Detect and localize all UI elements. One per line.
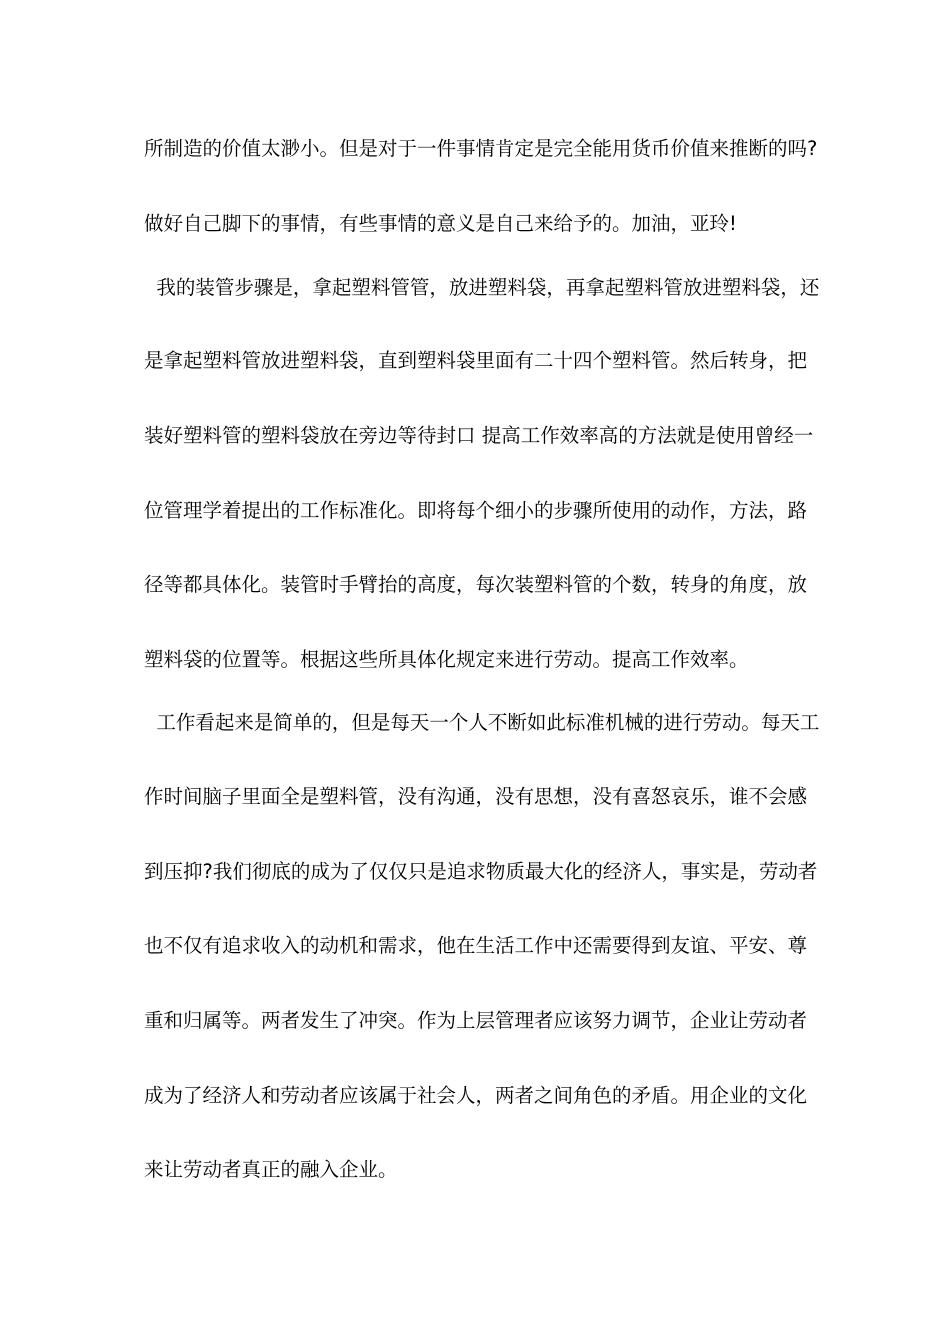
- text-line: 到压抑?我们彻底的成为了仅仅只是追求物质最大化的经济人，事实是，劳动者: [144, 860, 818, 883]
- text-line: 作时间脑子里面全是塑料管，没有沟通，没有思想，没有喜怒哀乐，谁不会感: [144, 785, 808, 808]
- text-line: 我的装管步骤是，拿起塑料管管，放进塑料袋，再拿起塑料管放进塑料袋，还: [144, 276, 820, 299]
- text-line: 成为了经济人和劳动者应该属于社会人，两者之间角色的矛盾。用企业的文化: [144, 1084, 808, 1107]
- text-line: 来让劳动者真正的融入企业。: [144, 1158, 398, 1181]
- text-line: 位管理学着提出的工作标准化。即将每个细小的步骤所使用的动作，方法，路: [144, 499, 808, 522]
- text-line: 工作看起来是简单的，但是每天一个人不断如此标准机械的进行劳动。每天工: [144, 711, 820, 734]
- text-line: 做好自己脚下的事情，有些事情的意义是自己来给予的。加油，亚玲!: [144, 212, 737, 235]
- text-line: 所制造的价值太渺小。但是对于一件事情肯定是完全能用货币价值来推断的吗?: [144, 137, 818, 160]
- text-line: 是拿起塑料管放进塑料袋，直到塑料袋里面有二十四个塑料管。然后转身，把: [144, 349, 808, 372]
- text-line: 也不仅有追求收入的动机和需求，他在生活工作中还需要得到友谊、平安、尊: [144, 934, 808, 957]
- text-line: 装好塑料管的塑料袋放在旁边等待封口 提高工作效率高的方法就是使用曾经一: [144, 424, 814, 447]
- text-line: 塑料袋的位置等。根据这些所具体化规定来进行劳动。提高工作效率。: [144, 648, 749, 671]
- text-line: 径等都具体化。装管时手臂抬的高度，每次装塑料管的个数，转身的角度，放: [144, 573, 808, 596]
- text-line: 重和归属等。两者发生了冲突。作为上层管理者应该努力调节，企业让劳动者: [144, 1009, 808, 1032]
